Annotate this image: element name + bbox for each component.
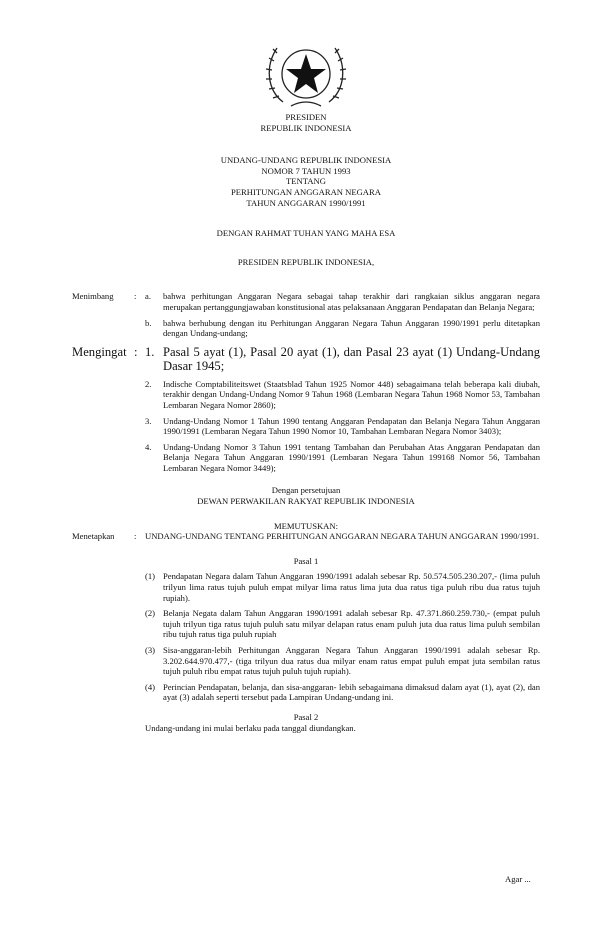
item-number: (1) xyxy=(145,571,156,582)
item-text: Undang-Undang Nomor 1 Tahun 1990 tentang Anggaran Pendapatan dan Belanja Negara Tahun Anggaran 1990/1991 (Lembaran Negara Tahun 1990 Nomor 10, Tambahan Lembaran Negara Nomor 3403); xyxy=(163,415,540,437)
mengingat-item-2 xyxy=(145,379,540,411)
item-text: Pendapatan Negara dalam Tahun Anggaran 1990/1991 adalah sebesar Rp. 50.574.505.230.207,- (lima puluh trilyun lima ratus tujuh puluh empat milyar lima ratus lima juta dua ratus tiga puluh ribu dua ratus tujuh rupiah). xyxy=(163,571,540,603)
pasal-2-section xyxy=(72,723,540,734)
persetujuan-line-2: DEWAN PERWAKILAN RAKYAT REPUBLIK INDONESIA xyxy=(197,496,415,507)
menetapkan-text: UNDANG-UNDANG TENTANG PERHITUNGAN ANGGARAN NEGARA TAHUN ANGGARAN 1990/1991. xyxy=(145,531,540,542)
title-line-4: PERHITUNGAN ANGGARAN NEGARA xyxy=(231,186,381,197)
colon: : xyxy=(134,531,137,542)
mengingat-item-4 xyxy=(145,442,540,474)
pasal-1-title: Pasal 1 xyxy=(293,555,319,566)
continuation-text: Agar ... xyxy=(505,874,531,884)
item-number: 2. xyxy=(145,378,152,389)
pasal-1-item-3 xyxy=(145,645,540,677)
garuda-emblem-icon xyxy=(263,36,349,112)
mengingat-section xyxy=(72,345,540,474)
item-number: (2) xyxy=(145,608,156,619)
item-text: bahwa perhitungan Anggaran Negara sebagai tahap terakhir dari rangkaian siklus anggaran negara merupakan pertanggungjawaban konstitusional atas pelaksanaan Anggaran Pendapatan dan Belanja Negara; xyxy=(163,291,540,312)
header-president: PRESIDEN xyxy=(285,112,327,122)
title-line-5: TAHUN ANGGARAN 1990/1991 xyxy=(246,197,366,208)
colon: : xyxy=(134,291,137,302)
item-text: Belanja Negata dalam Tahun Anggaran 1990/1991 adalah sebesar Rp. 47.371.860.259.730,- (empat puluh tujuh trilyun tiga ratus tujuh puluh satu milyar delapan ratus enam puluh juta dua ratus lima puluh sembilan ribu tujuh ratus tiga puluh rupiah xyxy=(163,608,540,640)
persetujuan-line-1: Dengan persetujuan xyxy=(271,485,341,496)
mengingat-item-3 xyxy=(145,416,540,437)
pasal-1-item-4 xyxy=(145,682,540,703)
item-number: (3) xyxy=(145,645,156,655)
item-text: Indische Comptabiliteitswet (Staatsblad Tahun 1925 Nomor 448) sebagaimana telah beberapa kali diubah, terakhir dengan Undang-Undang Nomor 9 Tahun 1968 (Lembaran Negara Tahun 1968 Nomor 53, Tambahan Lembaran Negara Nomor 2860); xyxy=(163,378,540,410)
mengingat-label: Mengingat xyxy=(72,344,127,359)
title-line-1: UNDANG-UNDANG REPUBLIK INDONESIA xyxy=(220,155,392,166)
pasal-1-item-1 xyxy=(145,571,540,603)
item-number: 1. xyxy=(145,344,155,359)
header-republic: REPUBLIK INDONESIA xyxy=(260,122,352,133)
item-number: 4. xyxy=(145,441,152,452)
item-number: (4) xyxy=(145,681,156,692)
item-text: bahwa berhubung dengan itu Perhitungan Anggaran Negara Tahun Anggaran 1990/1991 perlu ditetapkan dengan Undang-undang; xyxy=(163,317,540,339)
menimbang-item-b xyxy=(145,318,540,339)
title-line-3: TENTANG xyxy=(286,176,326,187)
mengingat-item-1 xyxy=(145,345,540,373)
pasal-2-title: Pasal 2 xyxy=(293,711,319,722)
item-text: Perincian Pendapatan, belanja, dan sisa-anggaran- lebih sebagaimana dimaksud dalam ayat (1), ayat (2), dan ayat (3) adalah seperti tersebut pada Lampiran Undang-undang ini. xyxy=(163,681,540,703)
item-text: Sisa-anggaran-lebih Perhitungan Anggaran Negara Tahun Anggaran 1990/1991 adalah sebesar Rp. 3.202.644.970.477,- (tiga trilyun dua ratus dua milyar enam ratus empat puluh empat juta sembilan ratus tujuh puluh ribu empat ratus tujuh puluh tujuh rupiah). xyxy=(163,645,540,677)
item-text: Undang-Undang Nomor 3 Tahun 1991 tentang Tambahan dan Perubahan Atas Anggaran Pendapatan dan Belanja Negara Tahun Anggaran 1990/1991 (Lembaran Negara Tahun 199168 Nomor 56, Tambahan Lembaran Negara Nomor 3449); xyxy=(163,441,540,473)
memutuskan-heading: MEMUTUSKAN: xyxy=(274,520,338,531)
item-number: 3. xyxy=(145,415,152,426)
item-text: Pasal 5 ayat (1), Pasal 20 ayat (1), dan Pasal 23 ayat (1) Undang-Undang Dasar 1945; xyxy=(163,344,540,373)
menimbang-label: Menimbang xyxy=(72,291,114,302)
menimbang-item-a xyxy=(145,291,540,312)
preamble-line-2: PRESIDEN REPUBLIK INDONESIA, xyxy=(237,256,375,267)
preamble-line-1: DENGAN RAHMAT TUHAN YANG MAHA ESA xyxy=(216,228,396,239)
title-line-2: NOMOR 7 TAHUN 1993 xyxy=(261,165,351,176)
pasal-1-section xyxy=(72,571,540,703)
pasal-2-text: Undang-undang ini mulai berlaku pada tanggal diundangkan. xyxy=(145,722,356,733)
menetapkan-section xyxy=(72,531,540,542)
colon: : xyxy=(134,344,138,359)
menetapkan-label: Menetapkan xyxy=(72,531,115,542)
menimbang-section xyxy=(72,291,540,338)
item-number: b. xyxy=(145,317,152,328)
item-number: a. xyxy=(145,291,151,302)
pasal-1-item-2 xyxy=(145,608,540,640)
